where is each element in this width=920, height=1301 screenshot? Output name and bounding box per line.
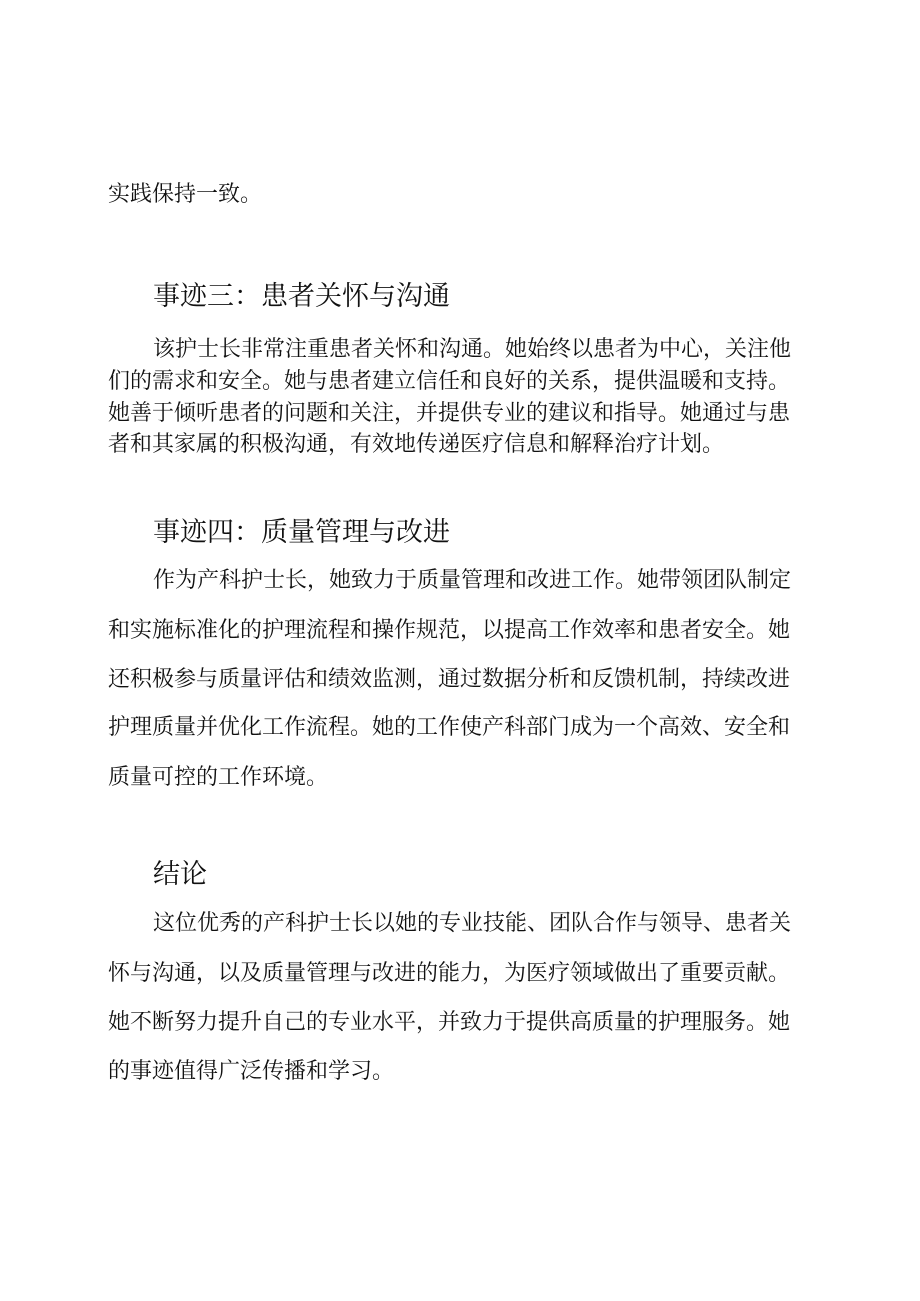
section-3-line-4: 者和其家属的积极沟通，有效地传递医疗信息和解释治疗计划。 bbox=[108, 432, 725, 457]
conclusion-heading: 结论 bbox=[153, 859, 207, 890]
section-3-line-2: 们的需求和安全。她与患者建立信任和良好的关系，提供温暖和支持。 bbox=[108, 369, 791, 394]
conclusion-line-2: 怀与沟通，以及质量管理与改进的能力，为医疗领域做出了重要贡献。 bbox=[108, 961, 791, 986]
section-4-line-2: 和实施标准化的护理流程和操作规范，以提高工作效率和患者安全。她 bbox=[108, 618, 791, 643]
section-3-line-3: 她善于倾听患者的问题和关注，并提供专业的建议和指导。她通过与患 bbox=[108, 401, 791, 426]
section-4-heading: 事迹四：质量管理与改进 bbox=[153, 517, 450, 548]
conclusion-line-4: 的事迹值得广泛传播和学习。 bbox=[108, 1059, 395, 1084]
section-3-line-1: 该护士长非常注重患者关怀和沟通。她始终以患者为中心，关注他 bbox=[153, 337, 792, 362]
section-4-line-4: 护理质量并优化工作流程。她的工作使产科部门成为一个高效、安全和 bbox=[108, 715, 791, 740]
fragment-line: 实践保持一致。 bbox=[108, 182, 263, 207]
section-4-line-3: 还积极参与质量评估和绩效监测，通过数据分析和反馈机制，持续改进 bbox=[108, 667, 791, 692]
section-4-line-1: 作为产科护士长，她致力于质量管理和改进工作。她带领团队制定 bbox=[153, 568, 792, 593]
conclusion-line-1: 这位优秀的产科护士长以她的专业技能、团队合作与领导、患者关 bbox=[153, 911, 792, 936]
conclusion-line-3: 她不断努力提升自己的专业水平，并致力于提供高质量的护理服务。她 bbox=[108, 1010, 791, 1035]
section-3-heading: 事迹三：患者关怀与沟通 bbox=[153, 281, 450, 312]
section-4-line-5: 质量可控的工作环境。 bbox=[108, 765, 329, 790]
